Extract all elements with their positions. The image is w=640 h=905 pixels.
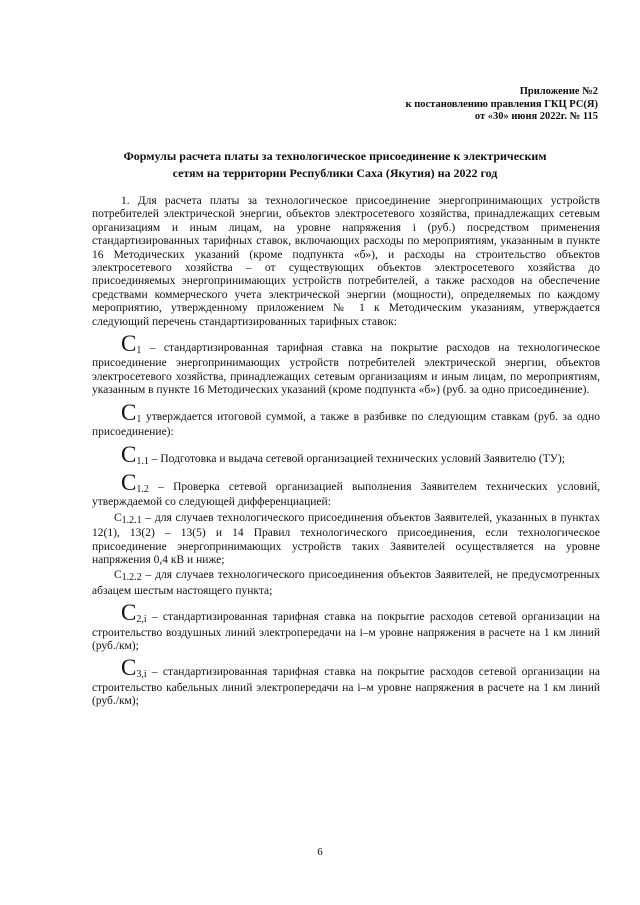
formula-subscript: 1.2.2 <box>121 572 142 584</box>
formula-subscript: 3,i <box>136 669 147 681</box>
title-line-2: сетям на территории Республики Саха (Якутия) на 2022 год <box>172 166 498 180</box>
formula-symbol: C <box>121 469 137 495</box>
formula-description: утверждается итоговой суммой, а также в разбивке по следующим ставкам (руб. за одно присоединение): <box>92 410 600 439</box>
formula-description: – для случаев технологического присоединения объектов Заявителей, не предусмотренных абзацем шестым настоящего пункта; <box>92 569 600 597</box>
formula-subscript: 1.2.1 <box>121 514 142 526</box>
page-number: 6 <box>317 846 323 858</box>
formula-symbol: C <box>114 569 122 582</box>
formula-subscript: 2,i <box>136 614 147 626</box>
formula-description: – для случаев технологического присоединения объектов Заявителей, указанных в пунктах 12(1), 13(2) – 13(5) и 14 Правил технологического присоединения, если технологическое присоединение энергопринимающих устройств таких Заявителей осуществляется на уровне напряжения 0,4 кВ и ниже; <box>92 511 600 566</box>
formula-symbol: C <box>121 399 137 425</box>
formula-description: – Подготовка и выдача сетевой организацией технических условий Заявителю (ТУ); <box>148 452 565 465</box>
title-line-1: Формулы расчета платы за технологическое присоединение к электрическим <box>123 149 547 163</box>
formula-c3 <box>92 655 600 708</box>
formula-description: – стандартизированная тарифная ставка на покрытие расходов сетевой организации на строительство кабельных линий электропередачи на i–м уровне напряжения в расчете на 1 км линий (руб./км); <box>92 666 600 708</box>
appendix-number: Приложение №2 <box>519 86 598 97</box>
formula-c1-2 <box>92 470 600 510</box>
formula-c1-total <box>92 400 600 440</box>
document-body <box>92 195 600 711</box>
appendix-date: от «30» июня 2022г. № 115 <box>474 111 598 123</box>
appendix-reference: к постановлению правления ГКЦ РС(Я) <box>405 98 598 110</box>
formula-symbol: C <box>121 600 137 626</box>
document-title <box>88 148 582 182</box>
formula-description: – Проверка сетевой организацией выполнения Заявителем технических условий, утверждаемой со следующей дифференциацией: <box>92 480 600 509</box>
formula-description: – стандартизированная тарифная ставка на покрытие расходов на технологическое присоединение энергопринимающих устройств потребителей электрической энергии, объектов электросетевого хозяйства, принадлежащих сетевым организациям и иным лицам, по мероприятиям, указанным в пункте 16 Методических указаний (кроме подпункта «б») (руб. за одно присоединение). <box>92 342 600 397</box>
formula-symbol: C <box>121 441 137 467</box>
formula-subscript: 1.2 <box>136 483 149 495</box>
formula-c2 <box>92 600 600 653</box>
appendix-header <box>406 86 598 124</box>
formula-c1-2-2 <box>92 569 600 598</box>
formula-subscript: 1.1 <box>136 455 149 467</box>
formula-subscript: 1 <box>136 345 142 357</box>
formula-c1 <box>92 331 600 398</box>
formula-symbol: C <box>121 655 137 681</box>
formula-symbol: C <box>121 331 137 357</box>
paragraph-1: 1. Для расчета платы за технологическое присоединение энергопринимающих устройств потребителей электрической энергии, объектов электросетевого хозяйства, принадлежащих сетевым организациям и иным лицам, на уровне напряжения i (руб.) посредством применения стандартизированных тарифных ставок, включающих расходы по мероприятиям, указанным в пункте 16 Методических указаний (кроме подпункта «б»), и расходы на строительство объектов электросетевого хозяйства – от существующих объектов электросетевого хозяйства до присоединяемых энергопринимающих устройств потребителей, а также расходов на обеспечение средствами коммерческого учета электрической энергии (мощности), определяемых по каждому мероприятию, утвержденному приложением № 1 к Методическим указаниям, утверждается следующий перечень стандартизированных тарифных ставок: <box>92 195 600 328</box>
formula-c1-1 <box>92 442 600 468</box>
formula-description: – стандартизированная тарифная ставка на покрытие расходов сетевой организации на строительство воздушных линий электропередачи на i–м уровне напряжения в расчете на 1 км линий (руб./км); <box>92 611 600 652</box>
formula-subscript: 1 <box>136 413 142 425</box>
formula-c1-2-1 <box>92 512 600 568</box>
formula-symbol: C <box>114 511 122 524</box>
